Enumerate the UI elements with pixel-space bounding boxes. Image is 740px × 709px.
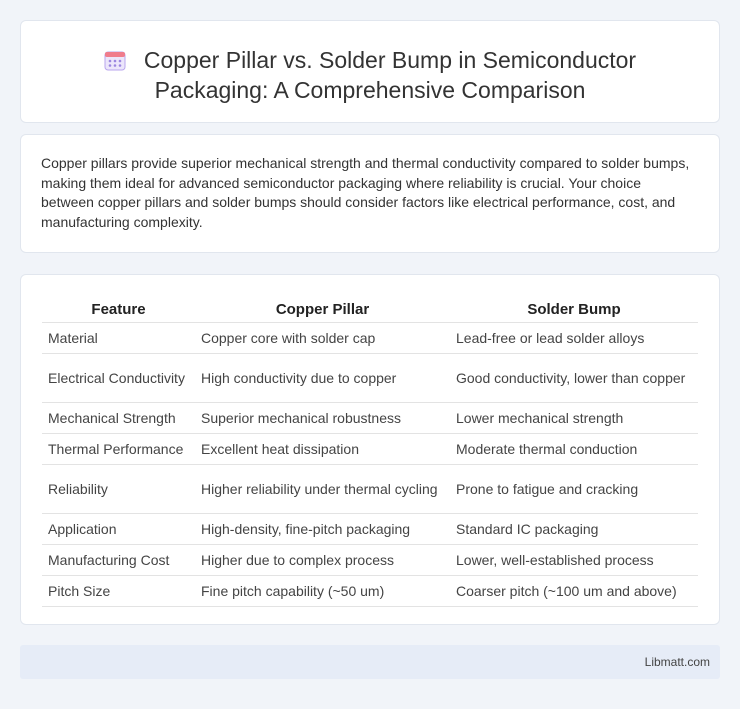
- solder-bump-cell: Prone to fatigue and cracking: [450, 465, 698, 514]
- title-line-2: Packaging: A Comprehensive Comparison: [154, 77, 586, 103]
- page-title: [21, 45, 719, 105]
- intro-card: [20, 134, 720, 253]
- header-copper-pillar: Copper Pillar: [195, 295, 450, 323]
- solder-bump-cell: Good conductivity, lower than copper: [450, 354, 698, 403]
- table-row: [42, 545, 698, 576]
- feature-cell: Mechanical Strength: [42, 403, 195, 434]
- feature-cell: Thermal Performance: [42, 434, 195, 465]
- solder-bump-cell: Coarser pitch (~100 um and above): [450, 576, 698, 607]
- table-row: [42, 465, 698, 514]
- copper-pillar-cell: Higher reliability under thermal cycling: [195, 465, 450, 514]
- intro-paragraph: Copper pillars provide superior mechanical strength and thermal conductivity compared to solder bumps, making them ideal for advanced semiconductor packaging where reliability is crucial. Your choice between copper pillars and solder bumps should consider factors like electrical performance, cost, and manufacturing complexity.: [41, 155, 690, 230]
- title-card: [20, 20, 720, 123]
- solder-bump-cell: Lead-free or lead solder alloys: [450, 323, 698, 354]
- table-card: [20, 274, 720, 625]
- feature-cell: Electrical Conductivity: [42, 354, 195, 403]
- footer: [20, 645, 720, 679]
- title-line-1: Copper Pillar vs. Solder Bump in Semiconductor: [143, 47, 637, 73]
- table-header-row: [42, 295, 698, 323]
- solder-bump-cell: Standard IC packaging: [450, 514, 698, 545]
- solder-bump-cell: Lower, well-established process: [450, 545, 698, 576]
- copper-pillar-cell: Copper core with solder cap: [195, 323, 450, 354]
- copper-pillar-cell: High-density, fine-pitch packaging: [195, 514, 450, 545]
- table-row: [42, 403, 698, 434]
- header-solder-bump: Solder Bump: [450, 295, 698, 323]
- table-row: [42, 576, 698, 607]
- feature-cell: Manufacturing Cost: [42, 545, 195, 576]
- feature-cell: Application: [42, 514, 195, 545]
- table-row: [42, 434, 698, 465]
- copper-pillar-cell: High conductivity due to copper: [195, 354, 450, 403]
- feature-cell: Reliability: [42, 465, 195, 514]
- table-row: [42, 354, 698, 403]
- table-row: [42, 323, 698, 354]
- solder-bump-cell: Moderate thermal conduction: [450, 434, 698, 465]
- copper-pillar-cell: Fine pitch capability (~50 um): [195, 576, 450, 607]
- copper-pillar-cell: Higher due to complex process: [195, 545, 450, 576]
- footer-site-link[interactable]: Libmatt.com: [644, 655, 710, 669]
- comparison-table: [42, 295, 698, 607]
- header-feature: Feature: [42, 295, 195, 323]
- calendar-icon: [104, 49, 126, 71]
- copper-pillar-cell: Excellent heat dissipation: [195, 434, 450, 465]
- solder-bump-cell: Lower mechanical strength: [450, 403, 698, 434]
- feature-cell: Material: [42, 323, 195, 354]
- table-row: [42, 514, 698, 545]
- feature-cell: Pitch Size: [42, 576, 195, 607]
- copper-pillar-cell: Superior mechanical robustness: [195, 403, 450, 434]
